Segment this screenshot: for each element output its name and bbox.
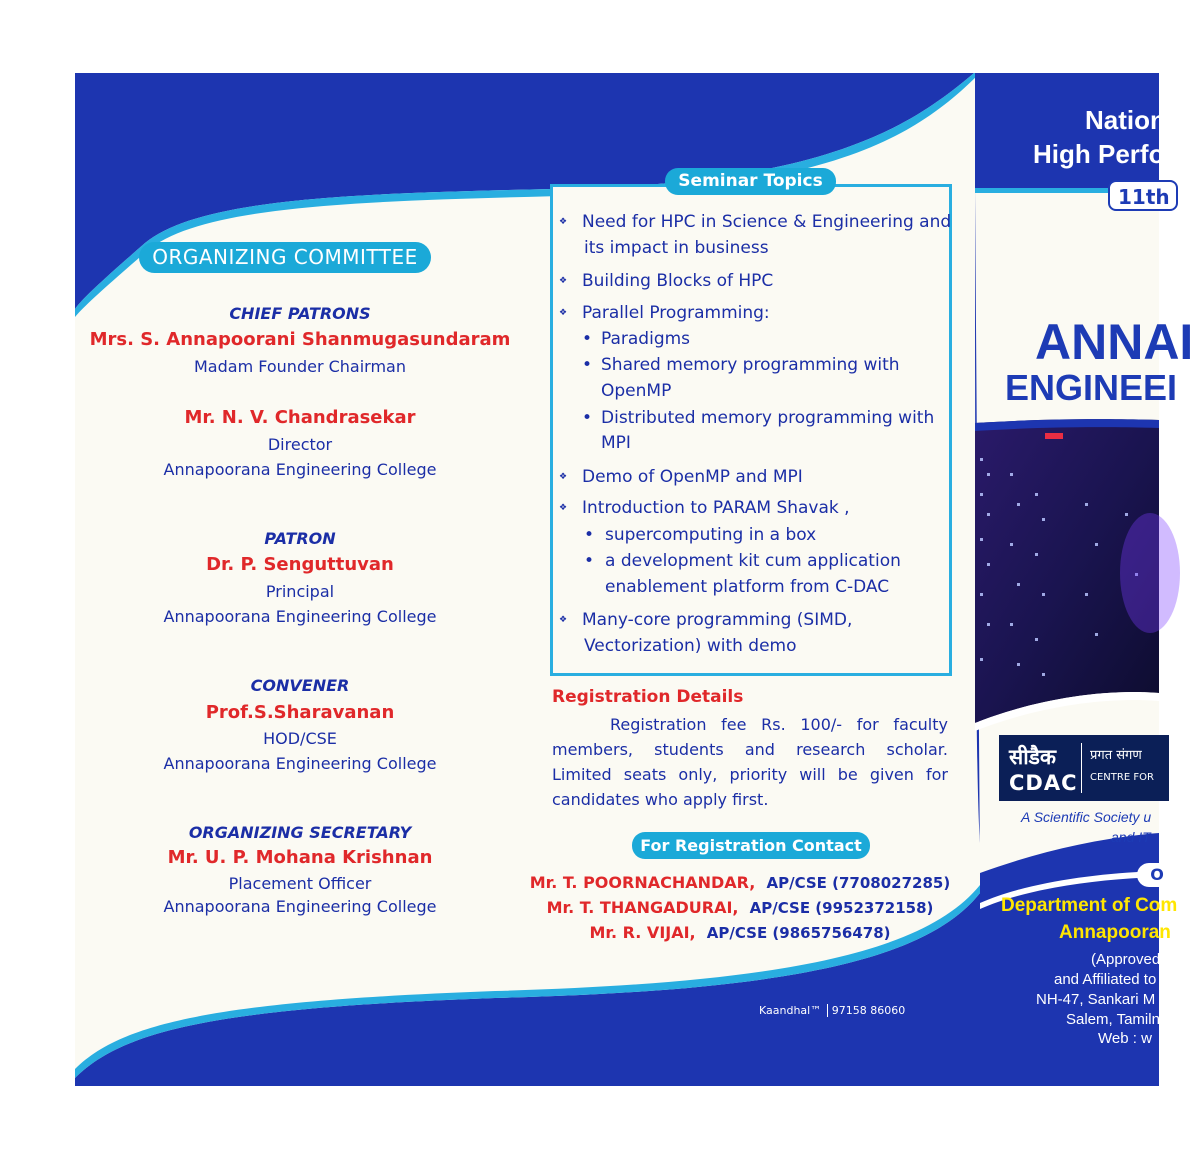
secretary-name: Mr. U. P. Mohana Krishnan [167,847,433,868]
edition-badge: 11th [1108,180,1178,211]
director-title: Director [267,435,333,454]
cdac-divider [1081,743,1082,793]
registration-heading: Registration Details [552,687,744,707]
dot-bullet-icon: • [582,355,593,375]
subtopic-item: supercomputing in a box [605,525,817,545]
subtopic-item-cont: OpenMP [601,381,672,401]
seminar-topics-heading: Seminar Topics [665,168,836,195]
cdac-tagline-english: CENTRE FOR [1090,772,1154,783]
subtopic-item-cont: MPI [601,433,631,453]
subtopic-item: a development kit cum application [605,551,901,571]
college-name-line2: ENGINEEI [1005,367,1178,408]
organizing-committee-heading: ORGANIZING COMMITTEE [139,242,431,273]
cover-title-line1: Nation [1085,105,1166,135]
topic-item: Need for HPC in Science & Engineering and [582,212,952,232]
diamond-bullet-icon: ❖ [559,472,568,482]
convener-role: CONVENER [250,676,350,695]
contact-name: Mr. T. POORNACHANDAR, [529,873,756,892]
dot-bullet-icon: • [582,329,593,349]
contact-detail: AP/CSE (9952372158) [749,899,934,917]
contact-name: Mr. R. VIJAI, [589,923,696,942]
dot-bullet-icon: • [584,551,595,571]
patron-title: Principal [265,582,335,601]
scientific-society-line2: and IT [1111,829,1151,845]
diamond-bullet-icon: ❖ [559,217,568,227]
address-line: Web : w [1098,1030,1152,1047]
patron-name: Dr. P. Senguttuvan [206,554,394,575]
contact-detail: AP/CSE (7708027285) [766,874,951,892]
diamond-bullet-icon: ❖ [559,308,568,318]
contact-detail: AP/CSE (9865756478) [706,924,891,942]
subtopic-item: Shared memory programming with [601,355,900,375]
address-line: (Approved [1091,951,1161,968]
subtopic-item: Paradigms [601,329,691,349]
organized-by-badge: O [1137,863,1177,887]
cdac-hindi-text: सीडैक [1009,745,1056,769]
scientific-society-line1: A Scientific Society u [1021,809,1152,825]
registration-text: Registration fee Rs. 100/- for faculty members, students and research scholar. Limited seats only, priority will be given for candidates who apply first. [552,715,948,809]
convener-title: HOD/CSE [263,729,337,748]
contact-row [515,873,965,892]
topic-item: Demo of OpenMP and MPI [582,467,803,487]
printer-brand: Kaandhal™ [759,1004,822,1017]
diamond-bullet-icon: ❖ [559,615,568,625]
contact-row [515,923,965,942]
printer-credit [759,1004,905,1017]
topic-item-cont: Vectorization) with demo [584,636,797,656]
dot-bullet-icon: • [584,525,595,545]
convener-name: Prof.S.Sharavanan [205,702,395,723]
chief-patron-name: Mrs. S. Annapoorani Shanmugasundaram [89,329,511,350]
contact-row [515,898,965,917]
secretary-org: Annapoorana Engineering College [163,897,437,916]
college-name-line1: ANNAI [1035,314,1193,370]
director-name: Mr. N. V. Chandrasekar [184,407,416,428]
topic-item: Parallel Programming: [582,303,770,323]
diamond-bullet-icon: ❖ [559,503,568,513]
topic-item-cont: its impact in business [584,238,769,258]
subtopic-item-cont: enablement platform from C-DAC [605,577,890,597]
director-org: Annapoorana Engineering College [163,460,437,479]
patron-role: PATRON [264,529,336,548]
chief-patron-title: Madam Founder Chairman [194,357,406,376]
dot-bullet-icon: • [582,408,593,428]
department-name: Department of Com [1001,895,1178,916]
secretary-title: Placement Officer [228,874,372,893]
subtopic-item: Distributed memory programming with [601,408,935,428]
cover-title-line2: High Perfor [1033,139,1175,169]
convener-org: Annapoorana Engineering College [163,754,437,773]
cdac-english-text: CDAC [1009,771,1078,795]
cdac-logo [999,735,1169,801]
brochure-sheet [75,73,1193,1086]
contact-name: Mr. T. THANGADURAI, [546,898,739,917]
address-line: and Affiliated to [1054,971,1157,988]
topic-item: Many-core programming (SIMD, [582,610,853,630]
registration-body [552,712,948,812]
topic-item: Introduction to PARAM Shavak , [582,498,850,518]
college-name-cover: Annapooran [1059,922,1171,943]
secretary-role: ORGANIZING SECRETARY [188,823,412,842]
printer-phone: 97158 86060 [827,1004,905,1017]
address-line: Salem, Tamiln [1066,1011,1160,1028]
topic-item: Building Blocks of HPC [582,271,774,291]
registration-contact-heading: For Registration Contact [632,832,870,859]
cdac-tagline-hindi: प्रगत संगण [1090,748,1142,763]
diamond-bullet-icon: ❖ [559,276,568,286]
address-line: NH-47, Sankari M [1036,991,1156,1008]
chief-patrons-role: CHIEF PATRONS [229,304,371,323]
patron-org: Annapoorana Engineering College [163,607,437,626]
